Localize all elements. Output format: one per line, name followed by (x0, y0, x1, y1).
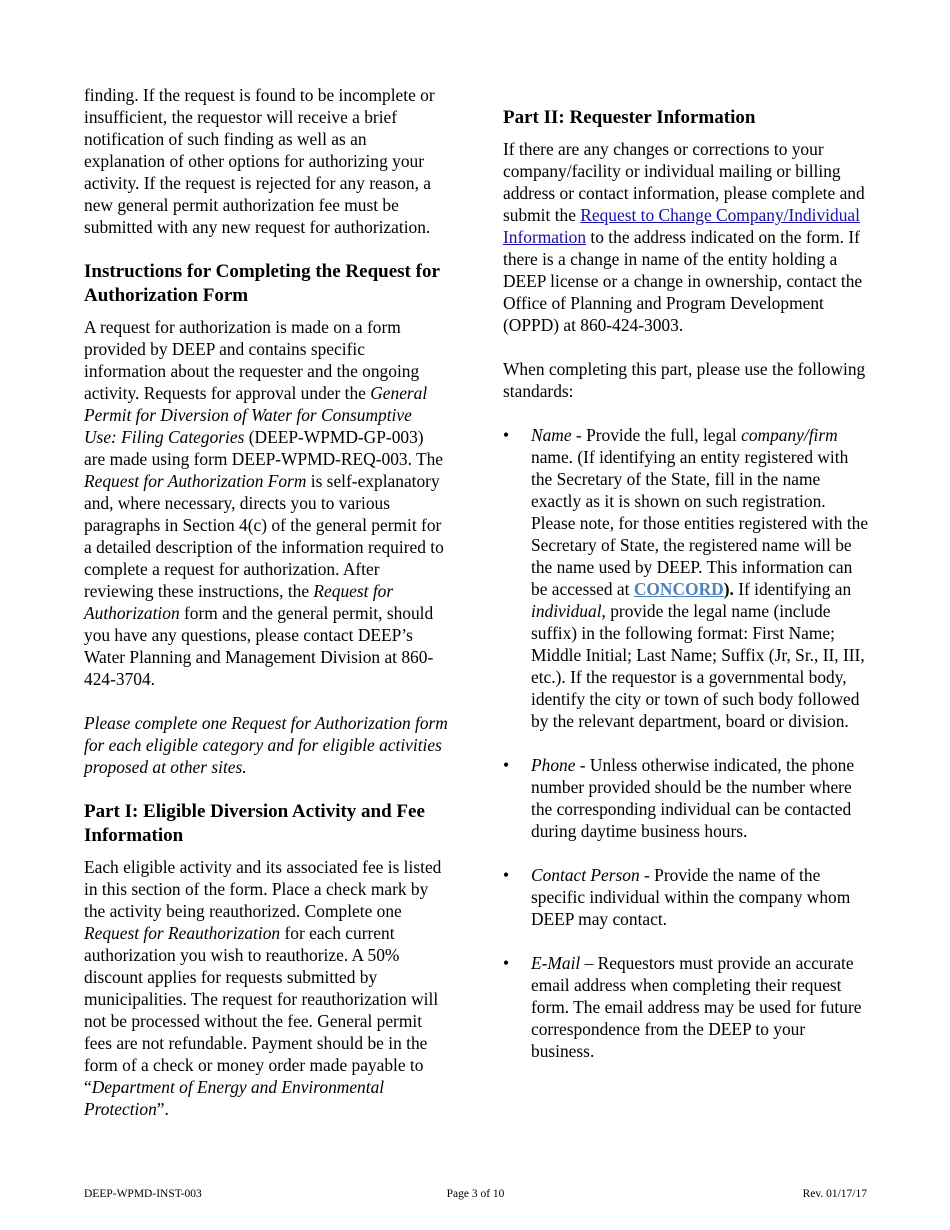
revision-date: Rev. 01/17/17 (802, 1188, 867, 1200)
part2-paragraph: If there are any changes or corrections to your company/facility or individual mailing or billing address or contact information, please complete and submit the Request to Change Company/Individual Information to the address indicated on the form. If there is a change in name of the entity holding a DEEP license or a change in ownership, contact the Office of Planning and Program Development (OPPD) at 860-424-3003. (503, 139, 865, 335)
list-item-phone: • Phone - Unless otherwise indicated, the phone number provided should be the number where the corresponding individual can be contacted during daytime business hours. (503, 755, 855, 841)
intro-paragraph: finding. If the request is found to be incomplete or insufficient, the requestor will receive a brief notification of such finding as well as an explanation of other options for authorizing your activity. If the request is rejected for any reason, a new general permit authorization fee must be submitted with any new request for authorization. (84, 85, 435, 237)
part1-heading: Part I: Eligible Diversion Activity and Fee Information (84, 801, 425, 846)
left-column (84, 84, 449, 1120)
instructions-paragraph: A request for authorization is made on a form provided by DEEP and contains specific information about the requester and the ongoing activity. Requests for approval under the General Permit for Diversion of Water for Consumptive Use: Filing Categories (DEEP-WPMD-GP-003) are made using form DEEP-WPMD-REQ-003. The Request for Authorization Form is self-explanatory and, where necessary, directs you to various paragraphs in Section 4(c) of the general permit for a detailed description of the information required to complete a request for authorization. After reviewing these instructions, the Request for Authorization form and the general permit, should you have any questions, please contact DEEP’s Water Planning and Management Division at 860-424-3704. (84, 317, 444, 689)
request-to-change-link[interactable]: Request to Change Company/Individual Information (503, 205, 860, 247)
standards-list (503, 424, 869, 1062)
instructions-heading: Instructions for Completing the Request for Authorization Form (84, 261, 440, 306)
concord-link[interactable]: CONCORD (633, 579, 724, 599)
bullet-icon: • (503, 953, 510, 973)
right-column (503, 106, 869, 1062)
bullet-icon: • (503, 425, 510, 445)
part2-heading: Part II: Requester Information (503, 107, 756, 128)
standards-intro: When completing this part, please use the following standards: (503, 359, 866, 401)
bullet-icon: • (503, 755, 510, 775)
part1-paragraph: Each eligible activity and its associated fee is listed in this section of the form. Place a check mark by the activity being reauthorized. Complete one Request for Reauthorization for each current authorization you wish to reauthorize. A 50% discount applies for requests submitted by municipalities. The request for reauthorization will not be processed without the fee. General permit fees are not refundable. Payment should be in the form of a check or money order made payable to “Department of Energy and Environmental Protection”. (84, 857, 442, 1119)
italic-note: Please complete one Request for Authorization form for each eligible category and for eligible activities proposed at other sites. (84, 713, 448, 777)
page-number: Page 3 of 10 (446, 1188, 505, 1200)
list-item-name: • Name - Provide the full, legal company/firm name. (If identifying an entity registered with the Secretary of the State, fill in the name exactly as it is shown on such registration. Please note, for those entities registered with the Secretary of State, the registered name will be the name used by DEEP. This information can be accessed at CONCORD). If identifying an individual, provide the legal name (include suffix) in the following format: First Name; Middle Initial; Last Name; Suffix (Jr, Sr., II, III, etc.). If the requestor is a governmental body, identify the city or town of such body followed by the relevant department, board or division. (503, 425, 869, 731)
list-item-contact-person: • Contact Person - Provide the name of the specific individual within the company whom DEEP may contact. (503, 865, 851, 929)
list-item-email: • E-Mail – Requestors must provide an accurate email address when completing their request form. The email address may be used for future correspondence from the DEEP to your business. (503, 953, 862, 1061)
bullet-icon: • (503, 865, 510, 885)
document-id: DEEP-WPMD-INST-003 (84, 1188, 202, 1200)
